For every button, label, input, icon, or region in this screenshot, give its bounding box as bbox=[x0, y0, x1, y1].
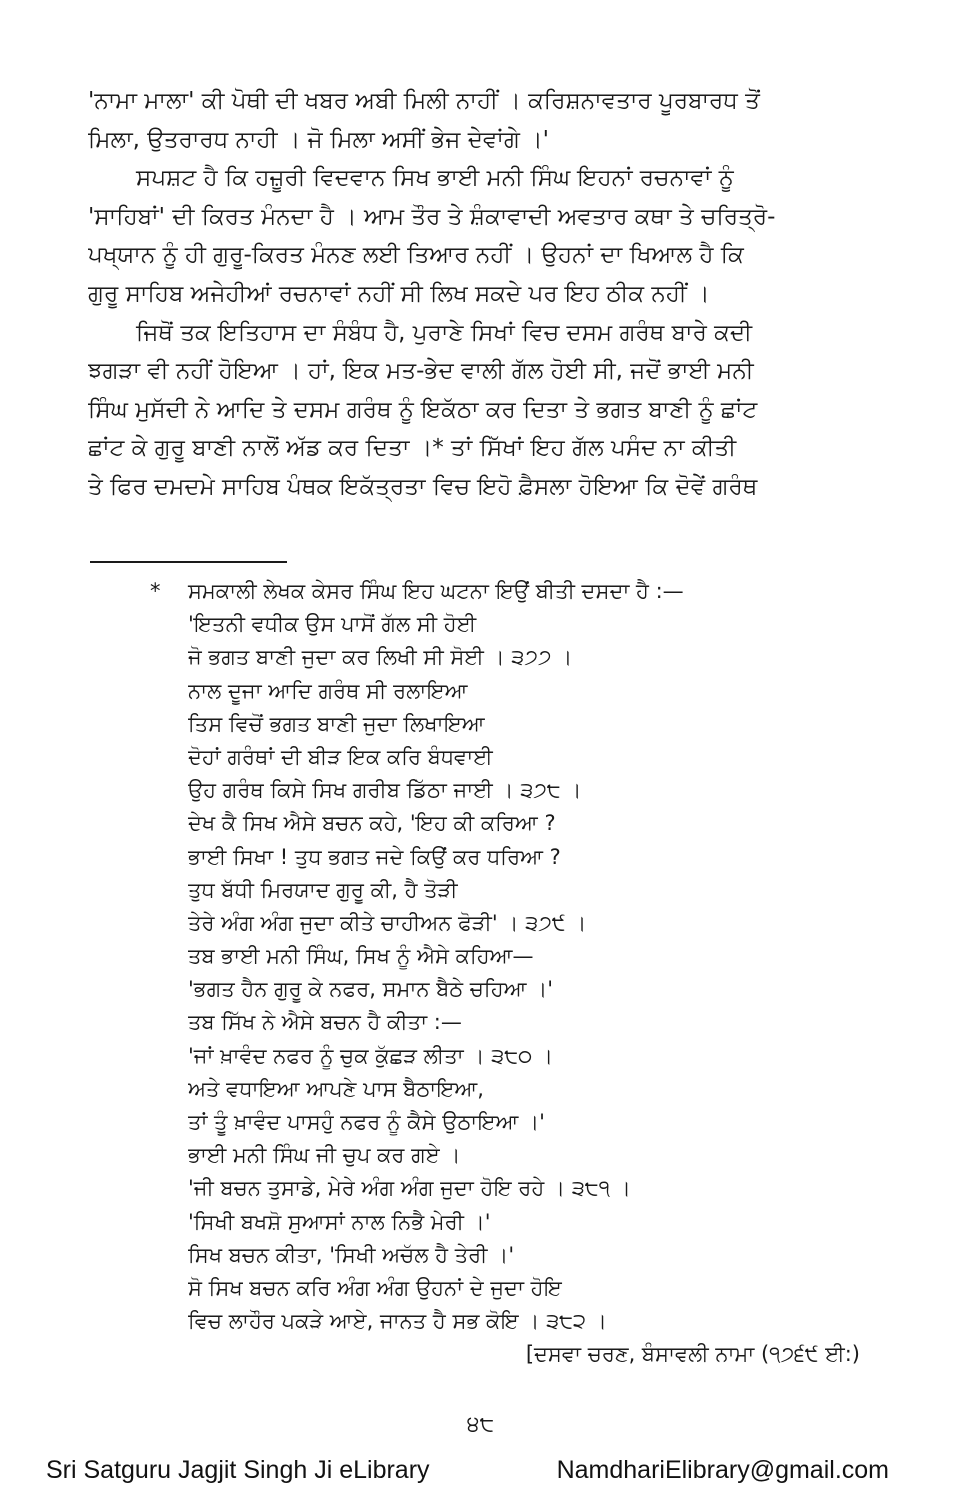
verse-line: ਵਿਚ ਲਾਹੌਰ ਪਕੜੇ ਆਏ, ਜਾਨਤ ਹੈ ਸਭ ਕੋਇ । ੩੮੨ । bbox=[188, 1309, 607, 1334]
text-line: ਤੇ ਫਿਰ ਦਮਦਮੇ ਸਾਹਿਬ ਪੰਥਕ ਇਕੱਤ੍ਰਤਾ ਵਿਚ ਇਹੋ ਫ਼ੈਸਲਾ ਹੋਇਆ ਕਿ ਦੋਵੇਂ ਗਰੰਥ bbox=[88, 473, 758, 500]
text-line: ਗੁਰੂ ਸਾਹਿਬ ਅਜੇਹੀਆਂ ਰਚਨਾਵਾਂ ਨਹੀਂ ਸੀ ਲਿਖ ਸਕਦੇ ਪਰ ਇਹ ਠੀਕ ਨਹੀਂ । bbox=[88, 280, 710, 307]
library-email: NamdhariElibrary@gmail.com bbox=[556, 1456, 889, 1484]
main-text bbox=[88, 82, 888, 507]
verse-line: ਤਬ ਸਿੱਖ ਨੇ ਐਸੇ ਬਚਨ ਹੈ ਕੀਤਾ :— bbox=[188, 1010, 462, 1035]
verse-line: ਸੋ ਸਿਖ ਬਚਨ ਕਰਿ ਅੰਗ ਅੰਗ ਉਹਨਾਂ ਦੇ ਜੁਦਾ ਹੋਇ bbox=[188, 1275, 562, 1300]
verse-line: ਤਬ ਭਾਈ ਮਨੀ ਸਿੰਘ, ਸਿਖ ਨੂੰ ਐਸੇ ਕਹਿਆ— bbox=[188, 944, 534, 969]
text-line: ਝਗੜਾ ਵੀ ਨਹੀਂ ਹੋਇਆ । ਹਾਂ, ਇਕ ਮਤ-ਭੇਦ ਵਾਲੀ ਗੱਲ ਹੋਈ ਸੀ, ਜਦੋਂ ਭਾਈ ਮਨੀ bbox=[88, 358, 754, 385]
verse-line: ਦੇਖ ਕੈ ਸਿਖ ਐਸੇ ਬਚਨ ਕਹੇ, 'ਇਹ ਕੀ ਕਰਿਆ ? bbox=[188, 811, 556, 836]
verse-line: 'ਭਗਤ ਹੈਨ ਗੁਰੂ ਕੇ ਨਫਰ, ਸਮਾਨ ਬੈਠੇ ਚਹਿਆ ।' bbox=[188, 977, 554, 1002]
verse-line: ਨਾਲ ਦੂਜਾ ਆਦਿ ਗਰੰਥ ਸੀ ਰਲਾਇਆ bbox=[188, 678, 468, 703]
verse-line: ਭਾਈ ਸਿਖਾ ! ਤੁਧ ਭਗਤ ਜਦੇ ਕਿਉਂ ਕਰ ਧਰਿਆ ? bbox=[188, 844, 561, 869]
verse-line: 'ਜੀ ਬਚਨ ਤੁਸਾਡੇ, ਮੇਰੇ ਅੰਗ ਅੰਗ ਜੁਦਾ ਹੋਇ ਰਹੇ । ੩੮੧ । bbox=[188, 1176, 631, 1201]
footnote-source: [ਦਸਵਾ ਚਰਣ, ਬੰਸਾਵਲੀ ਨਾਮਾ (੧੭੬੯ ਈ:) bbox=[525, 1342, 860, 1367]
verse-line: 'ਸਿਖੀ ਬਖਸ਼ੋ ਸੁਆਸਾਂ ਨਾਲ ਨਿਭੈ ਮੇਰੀ ।' bbox=[188, 1209, 491, 1234]
footnote bbox=[150, 575, 870, 1372]
verse-line: ਸਿਖ ਬਚਨ ਕੀਤਾ, 'ਸਿਖੀ ਅਚੱਲ ਹੈ ਤੇਰੀ ।' bbox=[188, 1242, 515, 1267]
verse-line: ਤੁਧ ਬੱਧੀ ਮਿਰਯਾਦ ਗੁਰੂ ਕੀ, ਹੈ ਤੋੜੀ bbox=[188, 877, 458, 902]
text-line: ਪਖ੍ਯਾਨ ਨੂੰ ਹੀ ਗੁਰੂ-ਕਿਰਤ ਮੰਨਣ ਲਈ ਤਿਆਰ ਨਹੀਂ । ਉਹਨਾਂ ਦਾ ਖਿਆਲ ਹੈ ਕਿ bbox=[88, 242, 744, 269]
verse-line: ਅਤੇ ਵਧਾਇਆ ਆਪਣੇ ਪਾਸ ਬੈਠਾਇਆ, bbox=[188, 1076, 484, 1101]
verse-line: ਤੇਰੇ ਅੰਗ ਅੰਗ ਜੁਦਾ ਕੀਤੇ ਚਾਹੀਅਨ ਫੋੜੀ' । ੩੭੯ । bbox=[188, 910, 587, 935]
text-line: ਮਿਲਾ, ਉਤਰਾਰਧ ਨਾਹੀ । ਜੋ ਮਿਲਾ ਅਸੀਂ ਭੇਜ ਦੇਵਾਂਗੇ ।' bbox=[88, 126, 550, 153]
text-line: 'ਨਾਮਾ ਮਾਲਾ' ਕੀ ਪੋਥੀ ਦੀ ਖਬਰ ਅਬੀ ਮਿਲੀ ਨਾਹੀਂ । ਕਰਿਸ਼ਨਾਵਤਾਰ ਪੂਰਬਾਰਧ ਤੋਂ bbox=[88, 88, 760, 114]
verse-line: 'ਜਾਂ ਖ਼ਾਵੰਦ ਨਫਰ ਨੂੰ ਚੁਕ ਕੁੱਛੜ ਲੀਤਾ । ੩੮੦ । bbox=[188, 1043, 554, 1068]
text-line: ਸਪਸ਼ਟ ਹੈ ਕਿ ਹਜ਼ੂਰੀ ਵਿਦਵਾਨ ਸਿਖ ਭਾਈ ਮਨੀ ਸਿੰਘ ਇਹਨਾਂ ਰਚਨਾਵਾਂ ਨੂੰ bbox=[136, 165, 734, 192]
text-line: ਛਾਂਟ ਕੇ ਗੁਰੂ ਬਾਣੀ ਨਾਲੋਂ ਅੱਡ ਕਰ ਦਿਤਾ ।* ਤਾਂ ਸਿੱਖਾਂ ਇਹ ਗੱਲ ਪਸੰਦ ਨਾ ਕੀਤੀ bbox=[88, 435, 737, 462]
verse-line: ਦੋਹਾਂ ਗਰੰਥਾਂ ਦੀ ਬੀੜ ਇਕ ਕਰਿ ਬੰਧਵਾਈ bbox=[188, 744, 493, 769]
verse-line: ਉਹ ਗਰੰਥ ਕਿਸੇ ਸਿਖ ਗਰੀਬ ਡਿੱਠਾ ਜਾਈ । ੩੭੮ । bbox=[188, 778, 582, 803]
library-name: Sri Satguru Jagjit Singh Ji eLibrary bbox=[46, 1456, 430, 1484]
footnote-marker: * bbox=[150, 579, 161, 603]
verse-line: 'ਇਤਨੀ ਵਧੀਕ ਉਸ ਪਾਸੋਂ ਗੱਲ ਸੀ ਹੋਈ bbox=[188, 612, 477, 637]
verse-line: ਤਾਂ ਤੂੰ ਖ਼ਾਵੰਦ ਪਾਸਹੁੰ ਨਫਰ ਨੂੰ ਕੈਸੇ ਉਠਾਇਆ ।' bbox=[188, 1110, 545, 1134]
verse-line: ਭਾਈ ਮਨੀ ਸਿੰਘ ਜੀ ਚੁਪ ਕਰ ਗਏ । bbox=[188, 1143, 461, 1168]
verse-line: ਜੋ ਭਗਤ ਬਾਣੀ ਜੁਦਾ ਕਰ ਲਿਖੀ ਸੀ ਸੋਈ । ੩੭੭ । bbox=[188, 645, 573, 670]
footnote-intro: ਸਮਕਾਲੀ ਲੇਖਕ ਕੇਸਰ ਸਿੰਘ ਇਹ ਘਟਨਾ ਇਉਂ ਬੀਤੀ ਦਸਦਾ ਹੈ :— bbox=[188, 579, 684, 603]
footnote-divider bbox=[90, 561, 287, 563]
footnote-intro-line bbox=[150, 575, 870, 608]
text-line: ਸਿੰਘ ਮੁਸੱਦੀ ਨੇ ਆਦਿ ਤੇ ਦਸਮ ਗਰੰਥ ਨੂੰ ਇਕੱਠਾ ਕਰ ਦਿਤਾ ਤੇ ਭਗਤ ਬਾਣੀ ਨੂੰ ਛਾਂਟ bbox=[88, 396, 758, 423]
text-line: 'ਸਾਹਿਬਾਂ' ਦੀ ਕਿਰਤ ਮੰਨਦਾ ਹੈ । ਆਮ ਤੌਰ ਤੇ ਸ਼ੰਕਾਵਾਦੀ ਅਵਤਾਰ ਕਥਾ ਤੇ ਚਰਿਤ੍ਰੋ- bbox=[88, 203, 776, 230]
footnote-verses bbox=[150, 608, 870, 1371]
text-line: ਜਿਥੋਂ ਤਕ ਇਤਿਹਾਸ ਦਾ ਸੰਬੰਧ ਹੈ, ਪੁਰਾਣੇ ਸਿਖਾਂ ਵਿਚ ਦਸਮ ਗਰੰਥ ਬਾਰੇ ਕਦੀ bbox=[136, 319, 752, 346]
verse-line: ਤਿਸ ਵਿਚੋਂ ਭਗਤ ਬਾਣੀ ਜੁਦਾ ਲਿਖਾਇਆ bbox=[188, 711, 485, 736]
page-number: ੪੮ bbox=[466, 1412, 495, 1437]
